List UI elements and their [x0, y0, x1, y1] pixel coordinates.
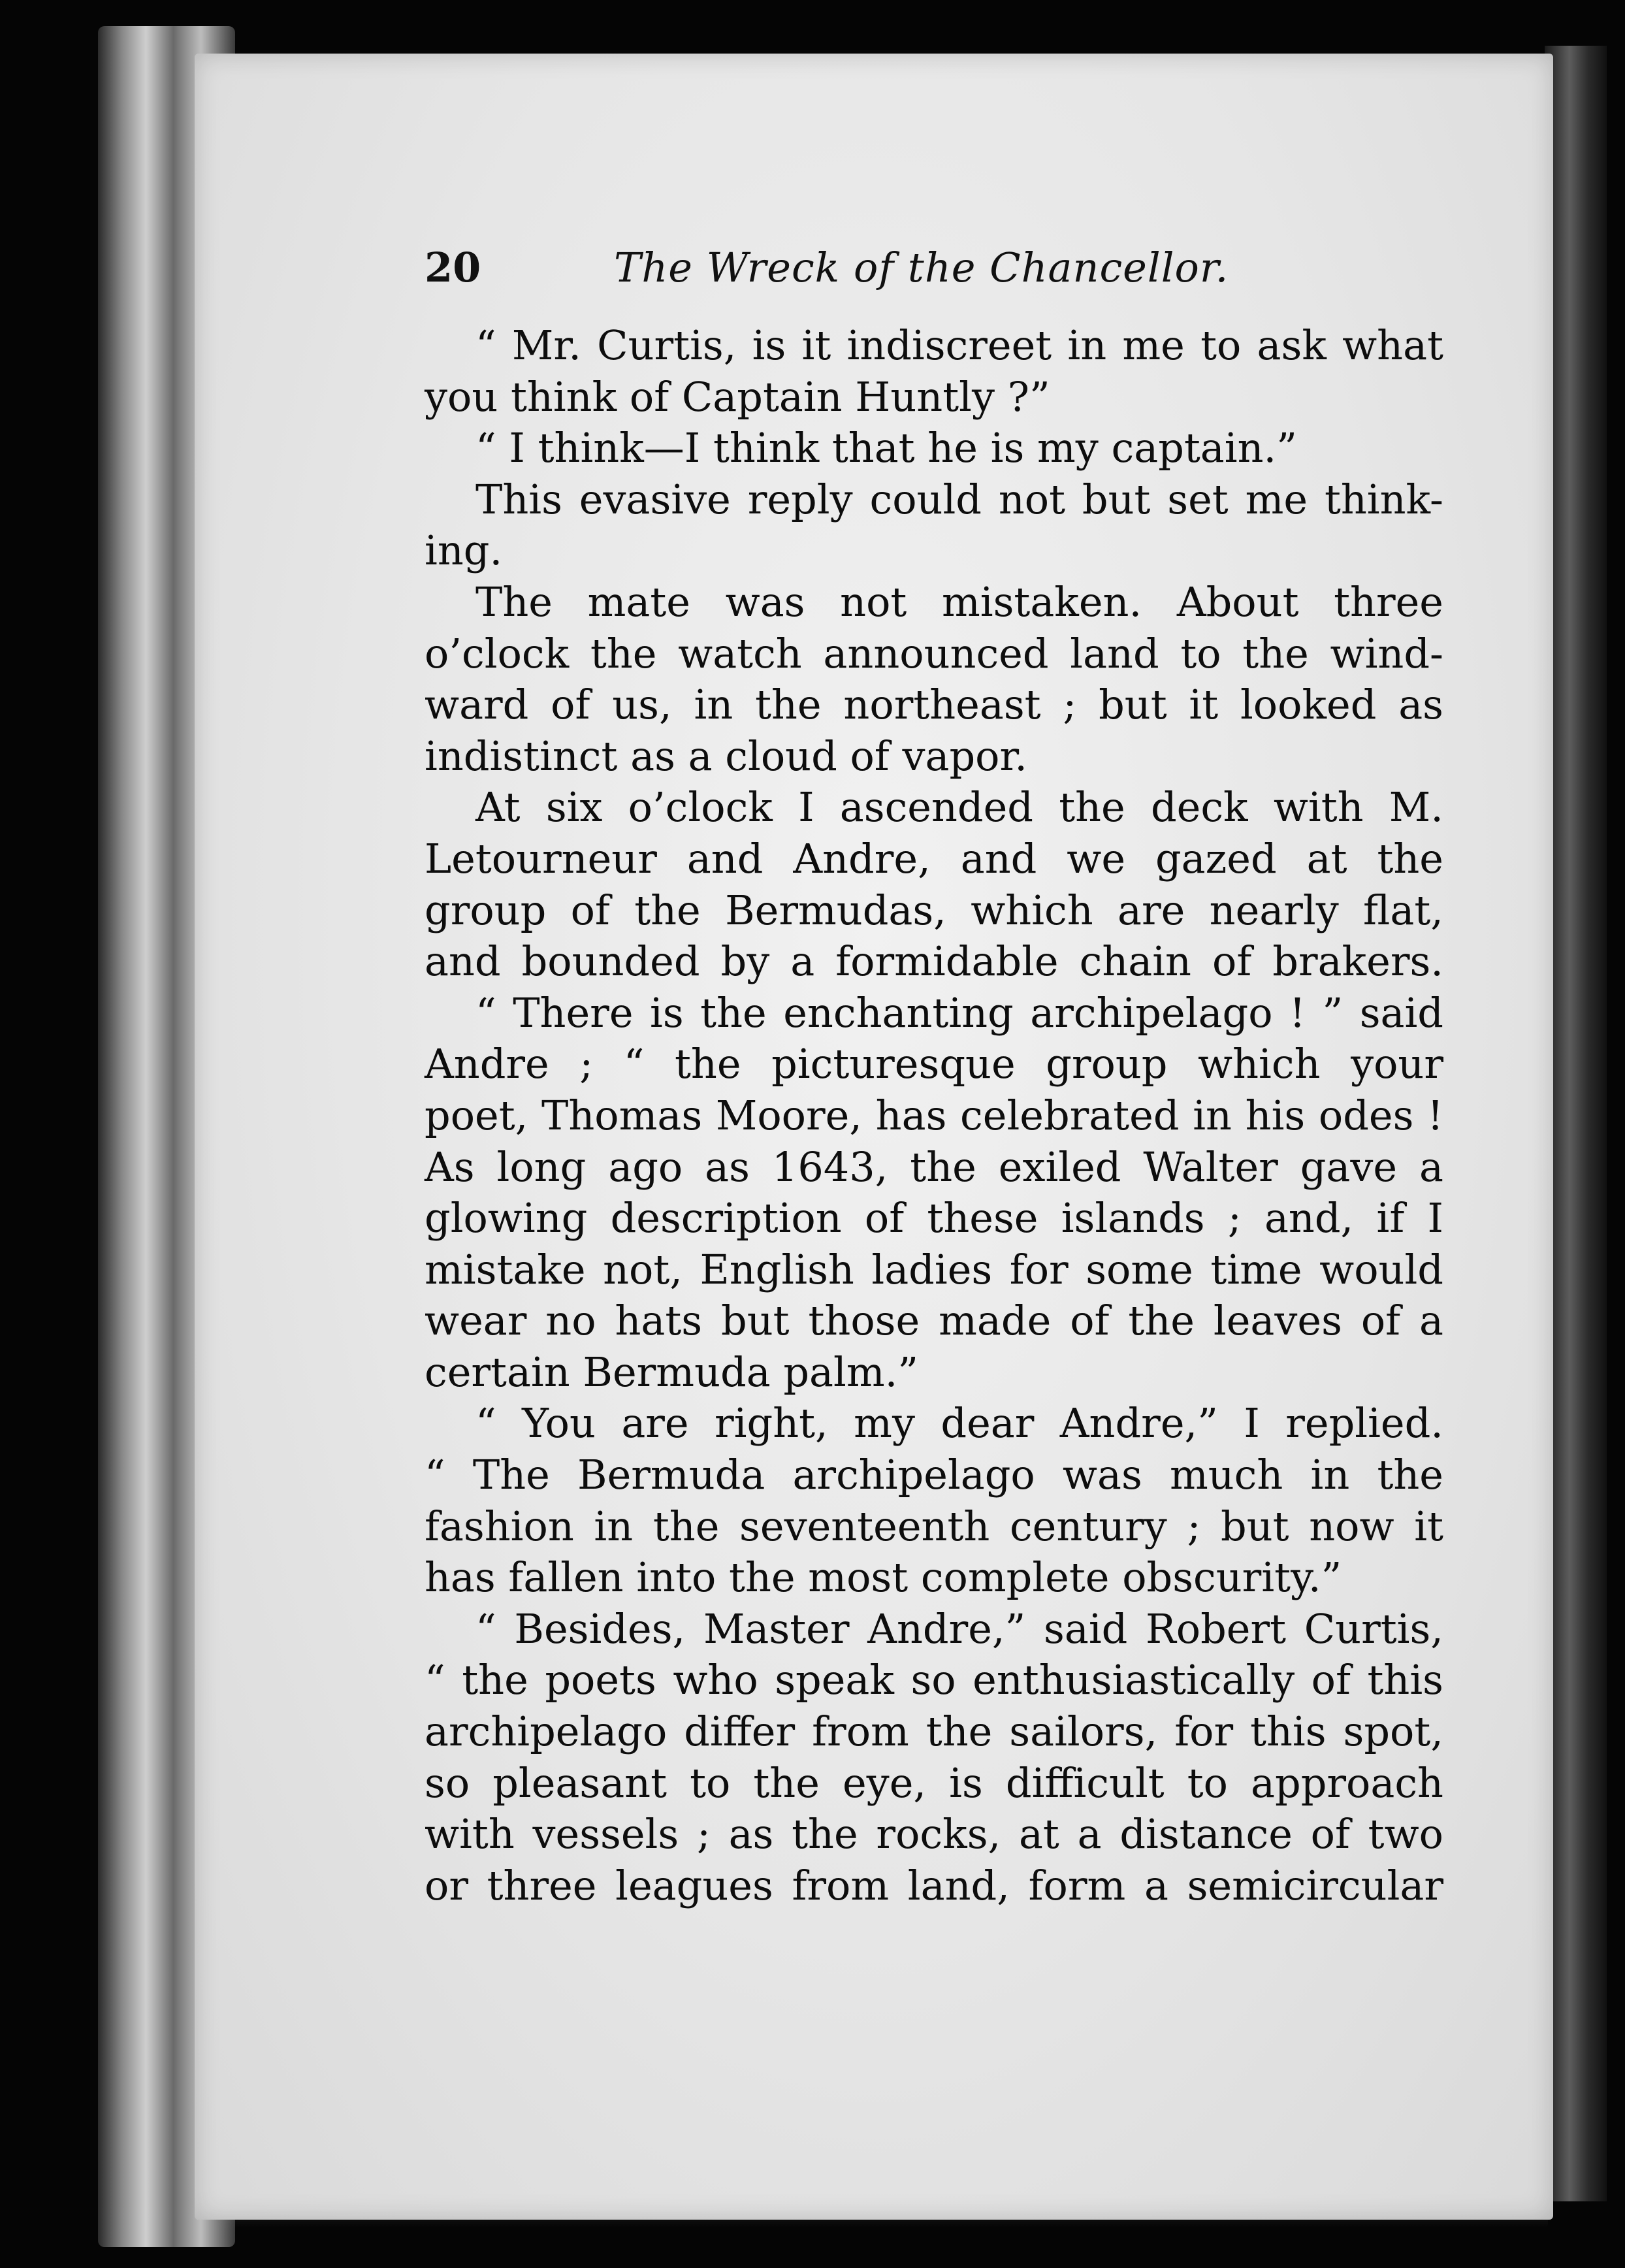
- text-line: “ Besides, Master Andre,” said Robert Curtis,: [475, 1604, 1443, 1653]
- text-line: The mate was not mistaken. About three: [475, 577, 1443, 626]
- page-number: 20: [425, 244, 481, 291]
- text-line: Andre ; “ the picturesque group which your: [425, 1040, 1443, 1088]
- text-line: and bounded by a formidable chain of brakers.: [425, 937, 1443, 986]
- text-line: As long ago as 1643, the exiled Walter gave a: [425, 1142, 1443, 1191]
- text-line: “ I think—I think that he is my captain.”: [475, 424, 1297, 472]
- text-line: Letourneur and Andre, and we gazed at the: [425, 834, 1443, 883]
- text-line: poet, Thomas Moore, has celebrated in his odes !: [425, 1091, 1443, 1139]
- text-line: mistake not, English ladies for some time would: [425, 1245, 1443, 1293]
- text-line: At six o’clock I ascended the deck with M.: [475, 783, 1443, 832]
- text-line: archipelago differ from the sailors, for this spot,: [425, 1708, 1443, 1756]
- page-header: [425, 242, 1437, 294]
- text-line: fashion in the seventeenth century ; but now it: [425, 1502, 1443, 1550]
- text-line: has fallen into the most complete obscurity.”: [425, 1553, 1342, 1602]
- text-line: certain Bermuda palm.”: [425, 1348, 919, 1396]
- text-line: “ There is the enchanting archipelago ! ” said: [475, 988, 1443, 1037]
- text-line: o’clock the watch announced land to the wind-: [425, 629, 1443, 677]
- text-line: or three leagues from land, form a semicircular: [425, 1861, 1443, 1909]
- text-line: you think of Captain Huntly ?”: [425, 372, 1050, 421]
- text-line: “ You are right, my dear Andre,” I replied.: [475, 1399, 1443, 1448]
- text-line: “ The Bermuda archipelago was much in the: [425, 1451, 1443, 1499]
- text-line: glowing description of these islands ; and, if I: [425, 1194, 1443, 1242]
- text-line: “ Mr. Curtis, is it indiscreet in me to ask what: [475, 321, 1443, 369]
- book-spine-right: [1545, 46, 1607, 2201]
- text-line: indistinct as a cloud of vapor.: [425, 732, 1028, 780]
- text-line: with vessels ; as the rocks, at a distance of two: [425, 1810, 1443, 1858]
- text-line: ing.: [425, 526, 503, 575]
- text-line: This evasive reply could not but set me think-: [475, 475, 1443, 523]
- text-line: so pleasant to the eye, is difficult to approach: [425, 1758, 1443, 1807]
- running-title: The Wreck of the Chancellor.: [614, 244, 1229, 291]
- text-line: wear no hats but those made of the leaves of a: [425, 1297, 1443, 1345]
- body-text: [425, 320, 1443, 1911]
- text-line: group of the Bermudas, which are nearly flat,: [425, 886, 1443, 934]
- text-line: “ the poets who speak so enthusiastically of this: [425, 1656, 1443, 1704]
- text-line: ward of us, in the northeast ; but it looked as: [425, 681, 1443, 729]
